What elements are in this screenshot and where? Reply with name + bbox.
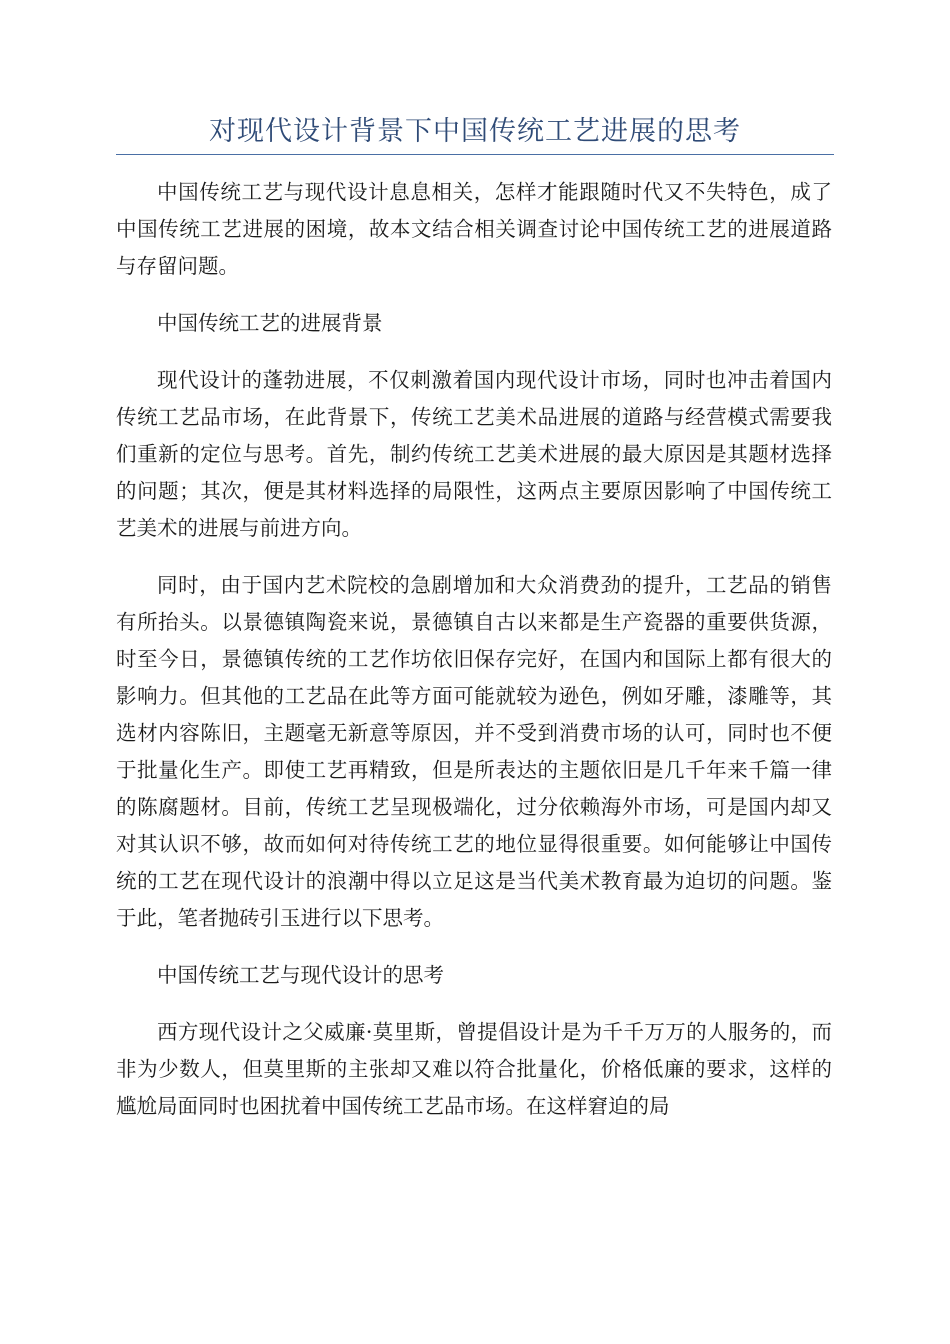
section-heading-background: 中国传统工艺的进展背景: [157, 311, 383, 335]
paragraph-background: 现代设计的蓬勃进展，不仅刺激着国内现代设计市场，同时也冲击着国内传统工艺品市场，在此背景下，传统工艺美术品进展的道路与经营模式需要我们重新的定位与思考。首先，制约传统工艺美术进展的最大原因是其题材选择的问题；其次，便是其材料选择的局限性，这两点主要原因影响了中国传统工艺美术的进展与前进方向。: [116, 368, 832, 540]
document-body: [116, 174, 832, 1145]
paragraph-market: 同时，由于国内艺术院校的急剧增加和大众消费劲的提升，工艺品的销售有所抬头。以景德镇陶瓷来说，景德镇自古以来都是生产瓷器的重要供货源，时至今日，景德镇传统的工艺作坊依旧保存完好，在国内和国际上都有很大的影响力。但其他的工艺品在此等方面可能就较为逊色，例如牙雕，漆雕等，其选材内容陈旧，主题毫无新意等原因，并不受到消费市场的认可，同时也不便于批量化生产。即使工艺再精致，但是所表达的主题依旧是几千年来千篇一律的陈腐题材。目前，传统工艺呈现极端化，过分依赖海外市场，可是国内却又对其认识不够，故而如何对待传统工艺的地位显得很重要。如何能够让中国传统的工艺在现代设计的浪潮中得以立足这是当代美术教育最为迫切的问题。鉴于此，笔者抛砖引玉进行以下思考。: [116, 573, 832, 930]
paragraph-intro: 中国传统工艺与现代设计息息相关，怎样才能跟随时代又不失特色，成了中国传统工艺进展的困境，故本文结合相关调查讨论中国传统工艺的进展道路与存留问题。: [116, 180, 832, 278]
document-title: 对现代设计背景下中国传统工艺进展的思考: [209, 116, 741, 147]
section-heading-thoughts: 中国传统工艺与现代设计的思考: [157, 963, 444, 987]
paragraph-morris: 西方现代设计之父威廉·莫里斯，曾提倡设计是为千千万万的人服务的，而非为少数人，但莫里斯的主张却又难以符合批量化，价格低廉的要求，这样的尴尬局面同时也困扰着中国传统工艺品市场。在这样窘迫的局: [116, 1020, 832, 1118]
title-underline: [116, 154, 834, 155]
